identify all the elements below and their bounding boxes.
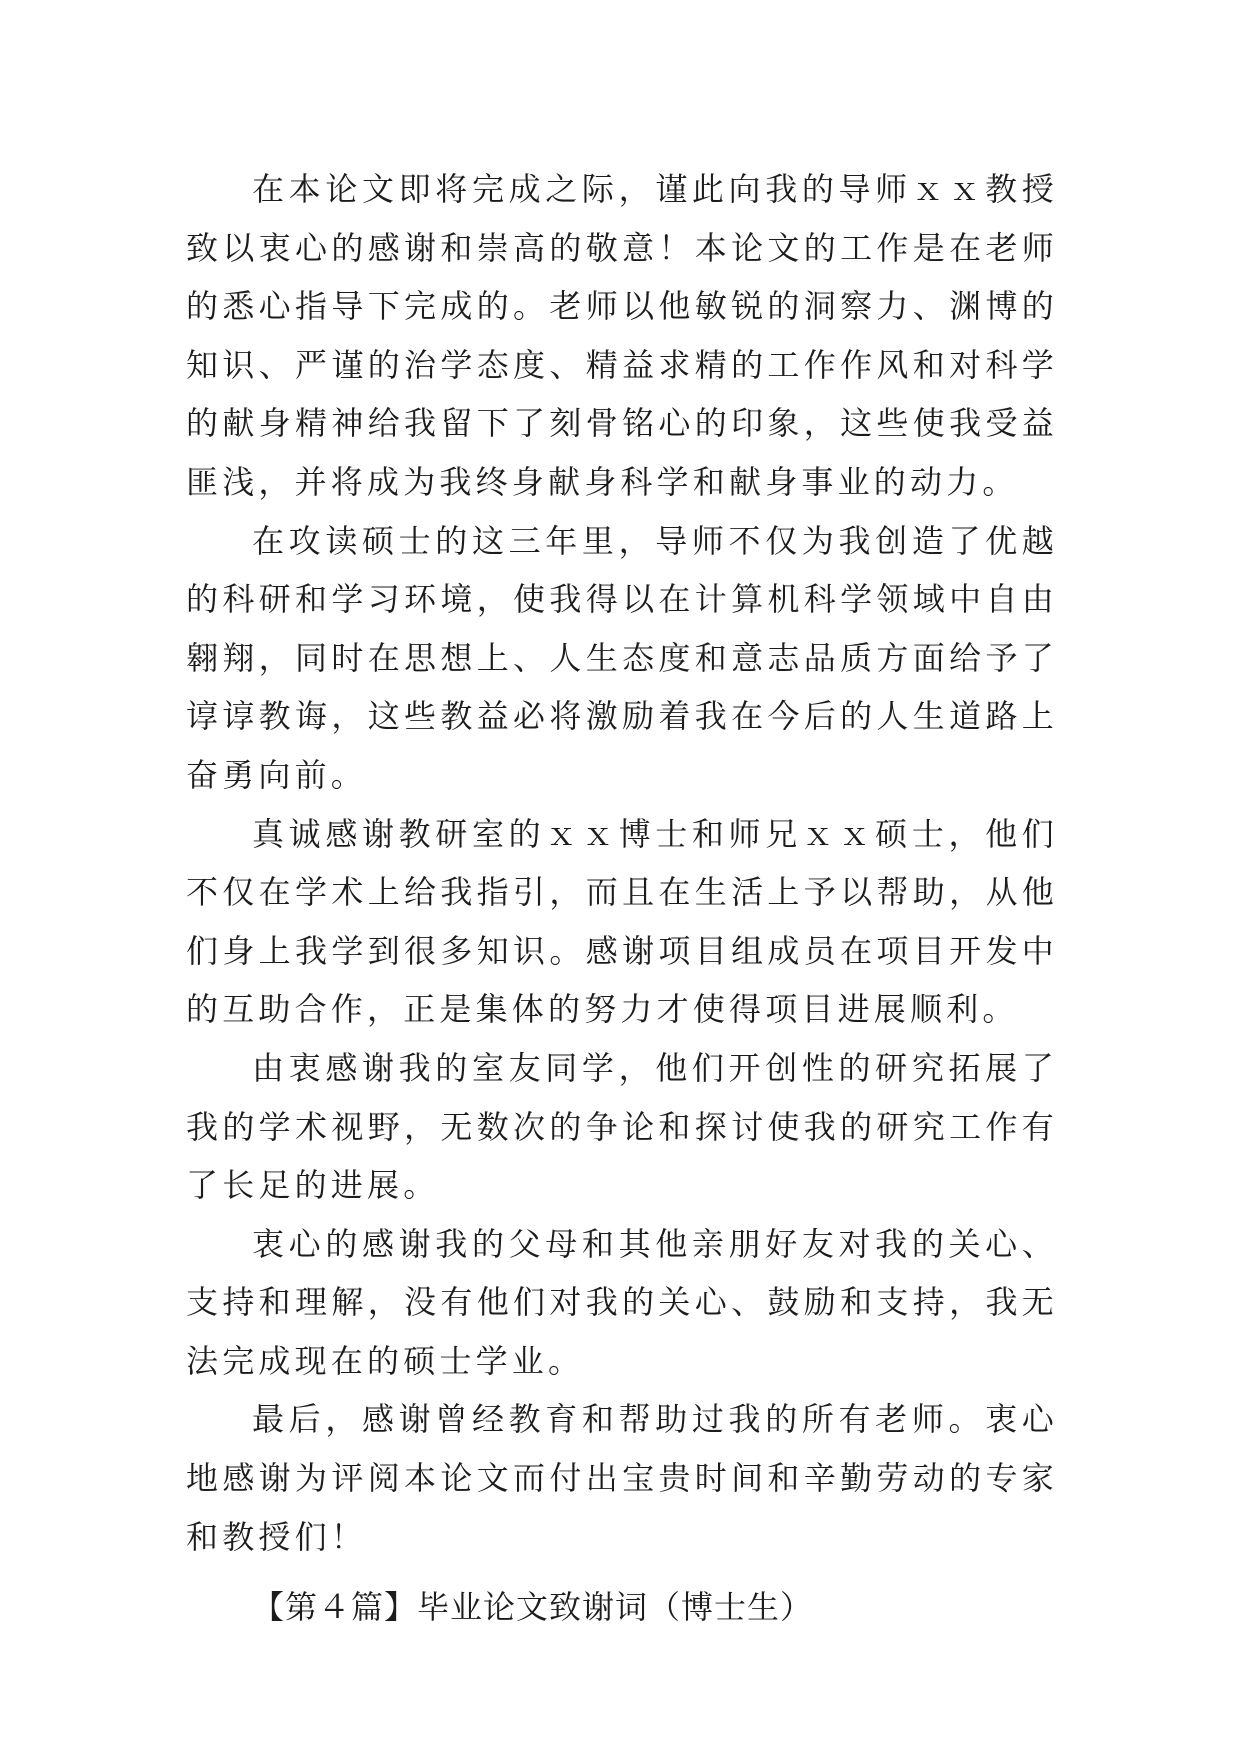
section-heading-next: 【第４篇】毕业论文致谢词（博士生） [252, 1588, 814, 1627]
paragraph-roommates: 由衷感谢我的室友同学，他们开创性的研究拓展了我的学术视野，无数次的争论和探讨使我的研究工作有了长足的进展。 [186, 1048, 1058, 1205]
paragraph-lab-colleagues: 真诚感谢教研室的ｘｘ博士和师兄ｘｘ硕士，他们不仅在学术上给我指引，而且在生活上予以帮助，从他们身上我学到很多知识。感谢项目组成员在项目开发中的互助合作，正是集体的努力才使得项目进展顺利。 [186, 814, 1058, 1029]
paragraph-family: 衷心的感谢我的父母和其他亲朋好友对我的关心、支持和理解，没有他们对我的关心、鼓励和支持，我无法完成现在的硕士学业。 [186, 1224, 1058, 1380]
document-body [186, 160, 1058, 1637]
paragraph-teachers-reviewers: 最后，感谢曾经教育和帮助过我的所有老师。衷心地感谢为评阅本论文而付出宝贵时间和辛勤劳动的专家和教授们！ [186, 1400, 1058, 1556]
paragraph-advisor-thanks: 在本论文即将完成之际，谨此向我的导师ｘｘ教授致以衷心的感谢和崇高的敬意！本论文的工作是在老师的悉心指导下完成的。老师以他敏锐的洞察力、渊博的知识、严谨的治学态度、精益求精的工作作风和对科学的献身精神给我留下了刻骨铭心的印象，这些使我受益匪浅，并将成为我终身献身科学和献身事业的动力。 [186, 170, 1058, 501]
paragraph-masters-years: 在攻读硕士的这三年里，导师不仅为我创造了优越的科研和学习环境，使我得以在计算机科学领域中自由翱翔，同时在思想上、人生态度和意志品质方面给予了谆谆教诲，这些教益必将激励着我在今后的人生道路上奋勇向前。 [186, 521, 1058, 794]
